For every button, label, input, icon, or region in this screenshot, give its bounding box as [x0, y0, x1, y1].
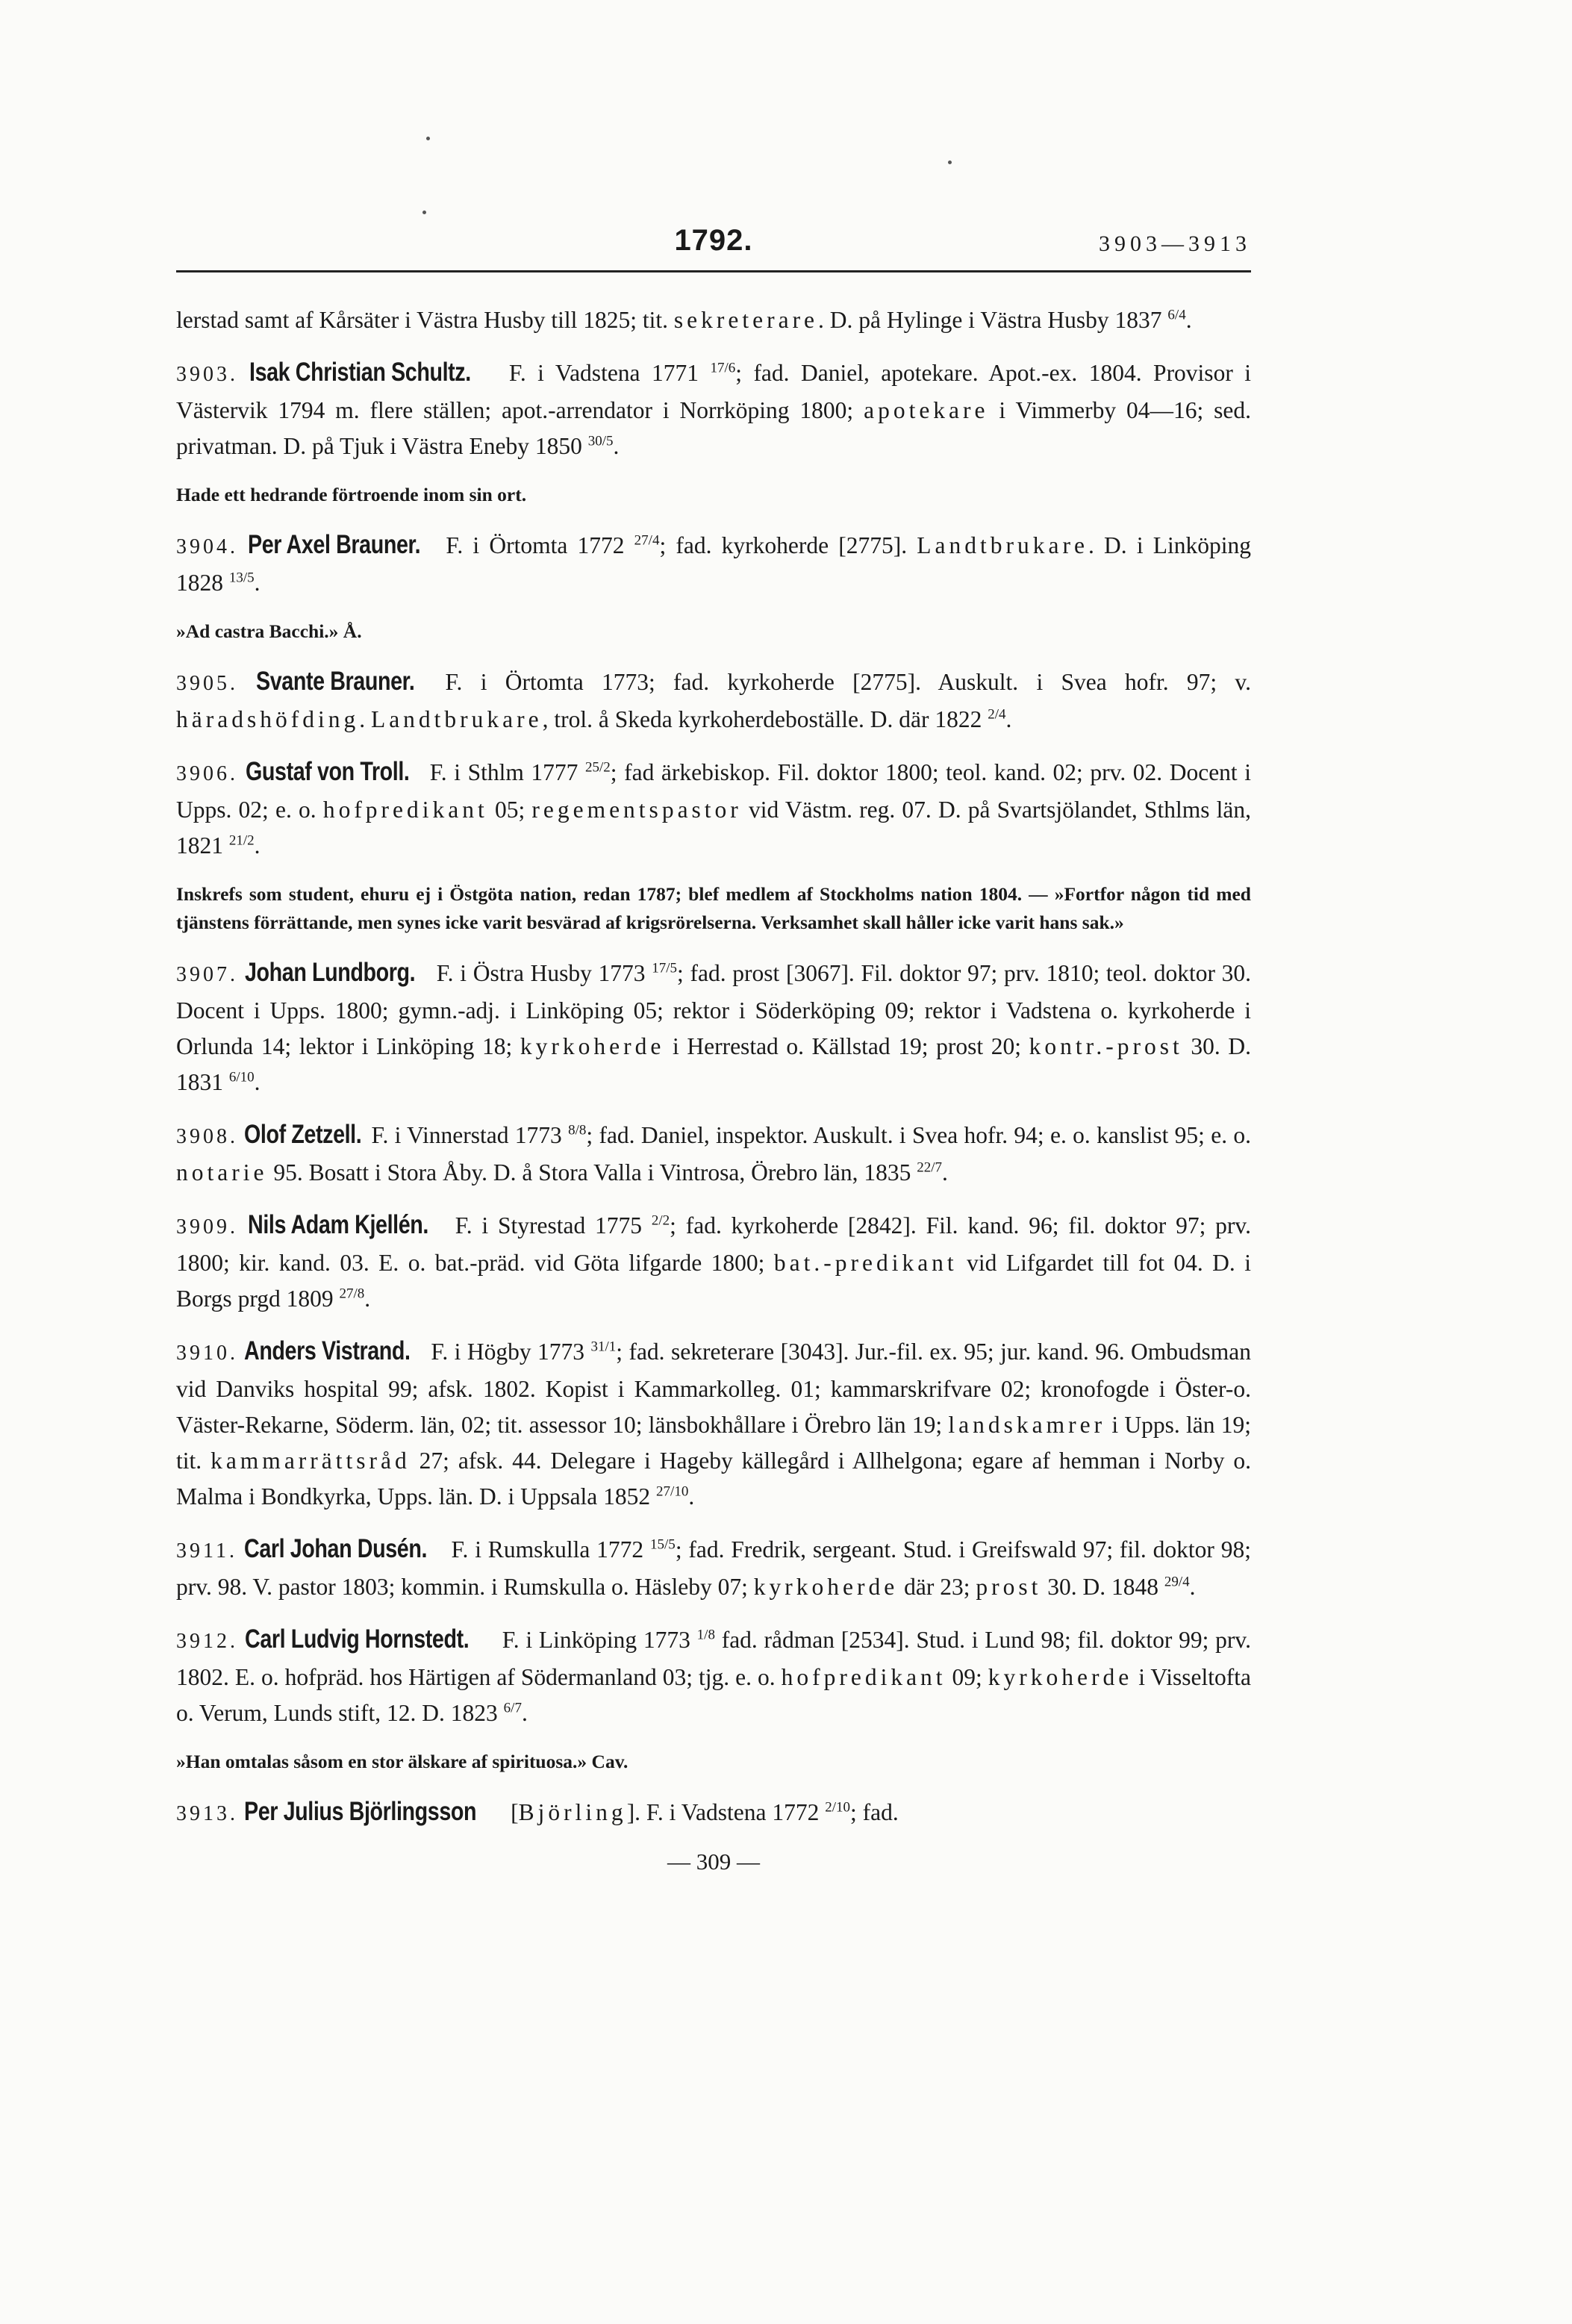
entry-3909: 3909. Nils Adam Kjellén. F. i Styrestad 1775 $^{2/2}$; fad. kyrkoherde [2842]. Fil. kand. 96; fil. doktor 97; prv. 1800; kir. kand. 03. E. o. bat.-präd. vid Göta lifgarde 1800; bat.-predikant vid Lifgardet till fot 04. D. i Borgs prgd 1809 $^{27/8}$. [176, 1207, 1251, 1317]
entry-number: 3907. [176, 963, 238, 986]
entry-name: Gustaf von Troll. [245, 757, 410, 786]
entry-3907: 3907. Johan Lundborg. F. i Östra Husby 1773 $^{17/5}$; fad. prost [3067]. Fil. doktor 97; prv. 1810; teol. doktor 30. Docent i Upps. 1800; gymn.-adj. i Linköping 05; rektor i Söderköping 09; rektor i Vadstena o. kyrkoherde i Orlunda 14; lektor i Linköping 18; kyrkoherde i Herrestad o. Källstad 19; prost 20; kontr.-prost 30. D. 1831 $^{6/10}$. [176, 955, 1251, 1100]
page-header [176, 224, 1251, 272]
entry-note: Hade ett hedrande förtroende inom sin ort. [176, 484, 527, 505]
entry-3912: 3912. Carl Ludvig Hornstedt. F. i Linköping 1773 $^{1/8}$ fad. rådman [2534]. Stud. i Lund 98; fil. doktor 99; prv. 1802. E. o. hofpräd. hos Härtigen af Södermanland 03; tjg. e. o. hofpredikant 09; kyrkoherde i Visseltofta o. Verum, Lunds stift, 12. D. 1823 $^{6/7}$. [176, 1621, 1251, 1731]
entry-3908: 3908. Olof Zetzell. F. i Vinnerstad 1773 $^{8/8}$; fad. Daniel, inspektor. Auskult. i Svea hofr. 94; e. o. kanslist 95; e. o. notarie 95. Bosatt i Stora Åby. D. å Stora Valla i Vintrosa, Örebro län, 1835 $^{22/7}$. [176, 1117, 1251, 1191]
entry-note: »Han omtalas såsom en stor älskare af spirituosa.» Cav. [176, 1751, 629, 1772]
entry-3906: 3906. Gustaf von Troll. F. i Sthlm 1777 $^{25/2}$; fad ärkebiskop. Fil. doktor 1800; teol. kand. 02; prv. 02. Docent i Upps. 02; e. o. hofpredikant 05; regementspastor vid Västm. reg. 07. D. på Svartsjölandet, Sthlms län, 1821 $^{21/2}$. [176, 754, 1251, 864]
entry-number: 3912. [176, 1630, 238, 1653]
entry-name: Olof Zetzell. [244, 1120, 362, 1149]
entry-name: Isak Christian Schultz. [249, 358, 472, 387]
entry-3904: 3904. Per Axel Brauner. F. i Örtomta 1772 $^{27/4}$; fad. kyrkoherde [2775]. Landtbrukare. D. i Linköping 1828 $^{13/5}$. [176, 527, 1251, 601]
scan-speck [948, 161, 952, 164]
entry-number: 3911. [176, 1539, 237, 1563]
entry-3905: 3905. Svante Brauner. F. i Örtomta 1773; fad. kyrkoherde [2775]. Auskult. i Svea hofr. 97; v. häradshöfding. Landtbrukare, trol. å Skeda kyrkoherdeboställe. D. där 1822 $^{2/4}$. [176, 664, 1251, 738]
entry-name: Nils Adam Kjellén. [247, 1210, 428, 1239]
entry-name: Svante Brauner. [256, 667, 415, 696]
entry-name: Carl Ludvig Hornstedt. [244, 1624, 470, 1654]
intro-paragraph: lerstad samt af Kårsäter i Västra Husby till 1825; tit. sekreterare. D. på Hylinge i Västra Husby 1837 $^{6/4}$. [176, 307, 1192, 333]
entry-name: Johan Lundborg. [244, 958, 415, 987]
scan-speck [426, 137, 430, 140]
entry-number: 3906. [176, 762, 238, 785]
entry-number: 3913. [176, 1802, 238, 1825]
page-number: — 309 — [667, 1848, 760, 1875]
entry-3903: 3903. Isak Christian Schultz. F. i Vadstena 1771 $^{17/6}$; fad. Daniel, apotekare. Apot.-ex. 1804. Provisor i Västervik 1794 m. flere ställen; apot.-arrendator i Norrköping 1800; apotekare i Vimmerby 04—16; sed. privatman. D. på Tjuk i Västra Eneby 1850 $^{30/5}$. [176, 355, 1251, 464]
page [176, 224, 1251, 1875]
entry-range: 3903—3913 [1099, 231, 1251, 256]
entry-number: 3903. [176, 363, 238, 386]
entry-3913: 3913. Per Julius Björlingsson [Björling]. F. i Vadstena 1772 $^{2/10}$; fad. [176, 1794, 1251, 1832]
entry-3910: 3910. Anders Vistrand. F. i Högby 1773 $^{31/1}$; fad. sekreterare [3043]. Jur.-fil. ex. 95; jur. kand. 96. Ombudsman vid Danviks hospital 99; afsk. 1802. Kopist i Kammarkolleg. 01; kammarskrifvare 02; kronofogde i Öster-o. Väster-Rekarne, Söderm. län, 02; tit. assessor 10; länsbokhållare i Örebro län 19; landskamrer i Upps. län 19; tit. kammarrättsråd 27; afsk. 44. Delegare i Hageby källegård i Allhelgona; egare af hemman i Norby o. Malma i Bondkyrka, Upps. län. D. i Uppsala 1852 $^{27/10}$. [176, 1333, 1251, 1515]
entry-note: Inskrefs som student, ehuru ej i Östgöta nation, redan 1787; blef medlem af Stockholms nation 1804. — »Fortfor någon tid med tjänstens förrättande, men synes icke varit besvärad af krigsrörelserna. Verksamhet skall håller icke varit hans sak.» [176, 883, 1251, 933]
entry-number: 3910. [176, 1342, 238, 1365]
entry-3911: 3911. Carl Johan Dusén. F. i Rumskulla 1772 $^{15/5}$; fad. Fredrik, sergeant. Stud. i Greifswald 97; fil. doktor 98; prv. 98. V. pastor 1803; kommin. i Rumskulla o. Häsleby 07; kyrkoherde där 23; prost 30. D. 1848 $^{29/4}$. [176, 1531, 1251, 1605]
entry-number: 3909. [176, 1215, 238, 1239]
entry-number: 3905. [176, 672, 238, 695]
entry-number: 3908. [176, 1125, 238, 1148]
entry-number: 3904. [176, 535, 238, 558]
entry-name: Per Julius Björlingsson [243, 1797, 477, 1826]
page-year: 1792. [674, 224, 753, 257]
scan-speck [422, 211, 426, 214]
entry-name: Carl Johan Dusén. [243, 1534, 427, 1563]
entry-name: Anders Vistrand. [244, 1336, 411, 1365]
entry-note: »Ad castra Bacchi.» Å. [176, 620, 362, 642]
body-text [176, 302, 1251, 1832]
entry-name: Per Axel Brauner. [248, 530, 421, 559]
